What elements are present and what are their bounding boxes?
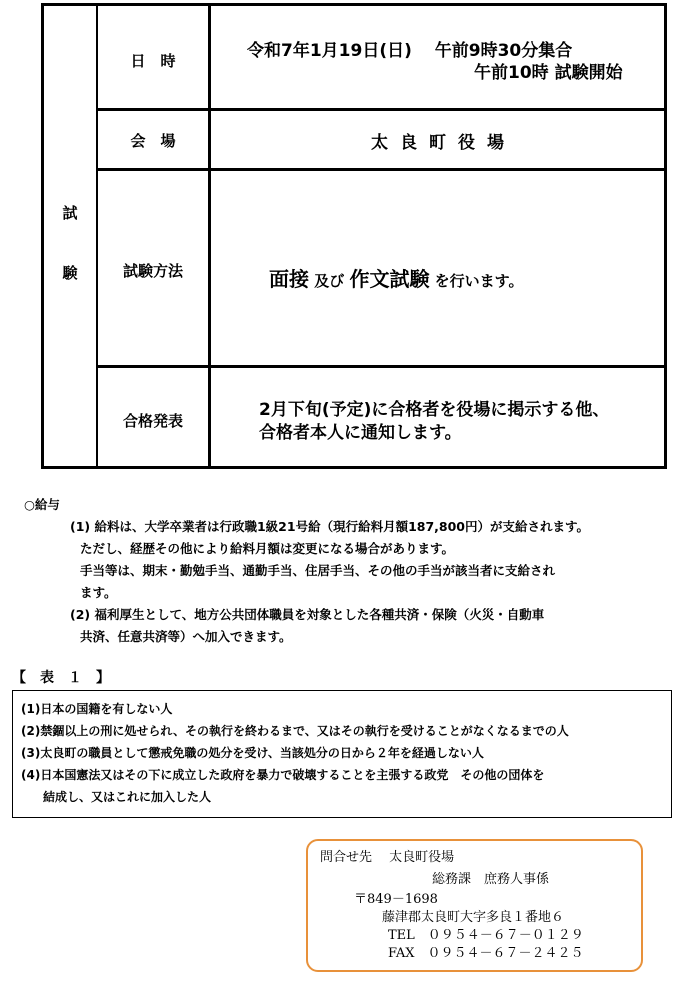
table1-item: (3)太良町の職員として懲戒免職の処分を受け、当該処分の日から２年を経過しない人 [21, 746, 484, 760]
contact-line: 総務課 庶務人事係 [432, 872, 550, 887]
table1-item: (4)日本国憲法又はその下に成立した政府を暴力で破壊することを主張する政党 その他の団体を [21, 768, 545, 782]
table1-item: (2)禁錮以上の刑に処せられ、その執行を終わるまで、又はその執行を受けることがなくなるまでの人 [21, 724, 569, 738]
salary-line: (1) 給料は、大学卒業者は行政職1級21号給（現行給料月額187,800円）が支給されます。 [70, 519, 590, 534]
salary-line: 共済、任意共済等）へ加入できます。 [80, 629, 292, 644]
announcement-line-2: 合格者本人に通知します。 [259, 423, 462, 443]
contact-line: 問合せ先 太良町役場 [320, 850, 455, 865]
venue-cell [211, 111, 664, 168]
table1-item: (1)日本の国籍を有しない人 [21, 702, 173, 716]
exam-info-table [41, 3, 667, 469]
venue-label: 会 場 [130, 132, 176, 150]
contact-line: 〒849－1698 [354, 892, 438, 907]
announcement-cell [211, 368, 664, 469]
venue-value: 太良町役場 [371, 133, 516, 153]
datetime-line-1: 令和7年1月19日(日) 午前9時30分集合 [247, 41, 573, 61]
contact-line: FAX ０９５４－６７－２４２５ [388, 946, 584, 961]
datetime-label: 日 時 [130, 52, 176, 70]
method-and: 及び [309, 272, 350, 290]
contact-line: TEL ０９５４－６７－０１２９ [388, 928, 584, 943]
method-interview: 面接 [269, 267, 309, 291]
salary-line: ます。 [80, 585, 117, 600]
table1-item: 結成し、又はこれに加入した人 [43, 790, 212, 804]
section-label-char: 試 [62, 204, 78, 222]
method-cell [211, 171, 664, 365]
datetime-cell [211, 6, 664, 108]
table1-box [12, 690, 672, 818]
announcement-label: 合格発表 [122, 412, 183, 430]
contact-line: 藤津郡太良町大字多良１番地６ [382, 910, 565, 925]
section-label-char: 験 [62, 264, 78, 282]
method-label: 試験方法 [122, 262, 183, 280]
method-essay: 作文試験 [349, 267, 430, 291]
table-column-divider [96, 6, 98, 466]
method-text [269, 263, 523, 292]
table1-title: 【 表 １ 】 [12, 670, 110, 686]
method-suffix: を行います。 [429, 272, 524, 290]
salary-heading: ○給与 [24, 497, 60, 512]
announcement-line-1: 2月下旬(予定)に合格者を役場に掲示する他、 [259, 400, 610, 420]
salary-line: 手当等は、期末・勤勉手当、通勤手当、住居手当、その他の手当が該当者に支給され [80, 563, 556, 578]
datetime-line-2: 午前10時 試験開始 [474, 63, 623, 83]
salary-line: (2) 福利厚生として、地方公共団体職員を対象とした各種共済・保険（火災・自動車 [70, 607, 545, 622]
contact-box [306, 839, 643, 972]
salary-line: ただし、経歴その他により給料月額は変更になる場合があります。 [80, 541, 455, 556]
